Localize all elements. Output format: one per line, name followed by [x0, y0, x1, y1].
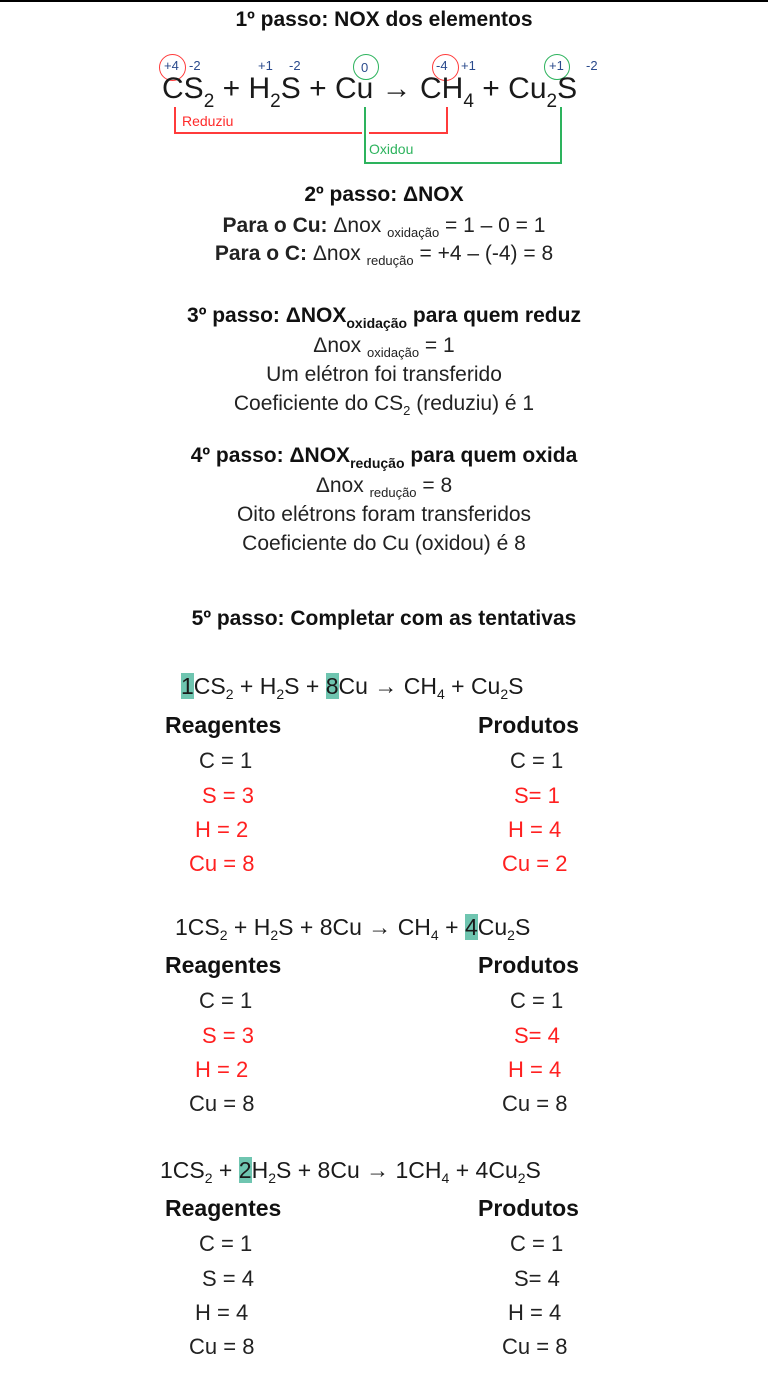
highlight-coef-cu2s: 4 [464, 914, 478, 940]
attempt3-product-cu: Cu = 8 [502, 1334, 568, 1359]
attempt1-product-h: H = 4 [508, 817, 562, 842]
nox-h-ch4: +1 [461, 58, 476, 73]
nox-s-cu2s: -2 [586, 58, 598, 73]
attempt2-product-c: C = 1 [510, 988, 564, 1013]
reduced-bracket-right [446, 107, 448, 134]
attempt1-product-c: C = 1 [510, 748, 564, 773]
highlight-coef-cu: 8 [325, 673, 339, 699]
step3-delta: Δnox $_{oxidação}$ = 1 [313, 334, 455, 360]
attempt3-product-c: C = 1 [510, 1231, 564, 1256]
attempt1-reagent-cu: Cu = 8 [189, 851, 255, 876]
attempt2-product-s: S= 4 [514, 1023, 560, 1048]
attempt3-product-s: S= 4 [514, 1266, 560, 1291]
attempt2-equation: $1CS_2 + H_2S + 8Cu \to CH_4 + 4Cu_2S$ [175, 914, 531, 943]
attempt3-equation: $1CS_2 + 2H_2S + 8Cu \to 1CH_4 + 4Cu_2S$ [160, 1157, 541, 1186]
attempt3-products-label: Produtos [478, 1195, 579, 1221]
step4-delta: Δnox $_{redução}$ = 8 [315, 474, 453, 500]
nox-cu-cu2s: +1 [549, 58, 564, 73]
step3-coefficient: Coeficiente do $CS_2$ (reduziu) é 1 [233, 392, 535, 418]
nox-c-cs2: +4 [164, 58, 179, 73]
attempt1-reagent-s: S = 3 [202, 783, 254, 808]
highlight-coef-cs2: 1 [181, 673, 194, 699]
step4-title: 4º passo: $\Delta NOX_{redução}$ para quem oxida [190, 444, 578, 471]
attempt3-reagent-h: H = 4 [195, 1300, 249, 1325]
step3-electrons: Um elétron foi transferido [266, 363, 502, 386]
attempt2-reagent-s: S = 3 [202, 1023, 254, 1048]
attempt1-equation: $1CS_2 + H_2S + 8Cu \to CH_4 + Cu_2S$ [181, 673, 524, 702]
attempt1-reagent-h: H = 2 [195, 817, 249, 842]
highlight-coef-h2s: 2 [238, 1157, 252, 1183]
attempt2-reagents-label: Reagentes [165, 952, 282, 978]
attempt1-reagent-c: C = 1 [199, 748, 253, 773]
step2-line-cu: Para o Cu: Δnox $_{oxidação}$ = 1 – 0 = 1 [222, 214, 546, 240]
reduced-label: Reduziu [182, 113, 234, 129]
oxidized-bracket-right [560, 107, 562, 164]
attempt1-products-label: Produtos [478, 712, 579, 738]
step3-title: 3º passo: $\Delta NOX_{oxidação}$ para quem reduz [187, 304, 581, 331]
attempt3-product-h: H = 4 [508, 1300, 562, 1325]
step1-equation: $CS_2 + H_2S + Cu \to CH_4 + Cu_2S$ [162, 72, 578, 112]
attempt2-reagent-cu: Cu = 8 [189, 1091, 255, 1116]
nox-h-h2s: +1 [258, 58, 273, 73]
top-border [0, 0, 768, 2]
reduced-bracket-bottom-b [369, 132, 448, 134]
step5-title: 5º passo: Completar com as tentativas [191, 607, 577, 630]
attempt3-reagents-label: Reagentes [165, 1195, 282, 1221]
oxidized-bracket-left [364, 107, 366, 164]
oxidized-label: Oxidou [369, 141, 414, 157]
step2-title: 2º passo: ΔNOX [304, 183, 464, 206]
attempt3-reagent-c: C = 1 [199, 1231, 253, 1256]
step1-title: 1º passo: NOX dos elementos [235, 8, 533, 31]
reduced-bracket-left [174, 107, 176, 134]
nox-cu: 0 [361, 60, 369, 75]
step2-line-c: Para o C: Δnox $_{redução}$ = +4 – (-4) = 8 [214, 242, 554, 268]
attempt1-product-cu: Cu = 2 [502, 851, 568, 876]
step4-electrons: Oito elétrons foram transferidos [236, 503, 532, 526]
attempt1-product-s: S= 1 [514, 783, 560, 808]
nox-s-cs2: -2 [189, 58, 201, 73]
nox-s-h2s: -2 [289, 58, 301, 73]
oxidized-bracket-bottom [364, 162, 562, 164]
reduced-bracket-bottom-a [174, 132, 362, 134]
attempt2-reagent-h: H = 2 [195, 1057, 249, 1082]
attempt2-product-h: H = 4 [508, 1057, 562, 1082]
nox-c-ch4: -4 [436, 58, 448, 73]
attempt1-reagents-label: Reagentes [165, 712, 282, 738]
attempt2-products-label: Produtos [478, 952, 579, 978]
attempt3-reagent-s: S = 4 [202, 1266, 254, 1291]
attempt2-reagent-c: C = 1 [199, 988, 253, 1013]
step4-coefficient: Coeficiente do Cu (oxidou) é 8 [242, 532, 526, 555]
attempt2-product-cu: Cu = 8 [502, 1091, 568, 1116]
attempt3-reagent-cu: Cu = 8 [189, 1334, 255, 1359]
